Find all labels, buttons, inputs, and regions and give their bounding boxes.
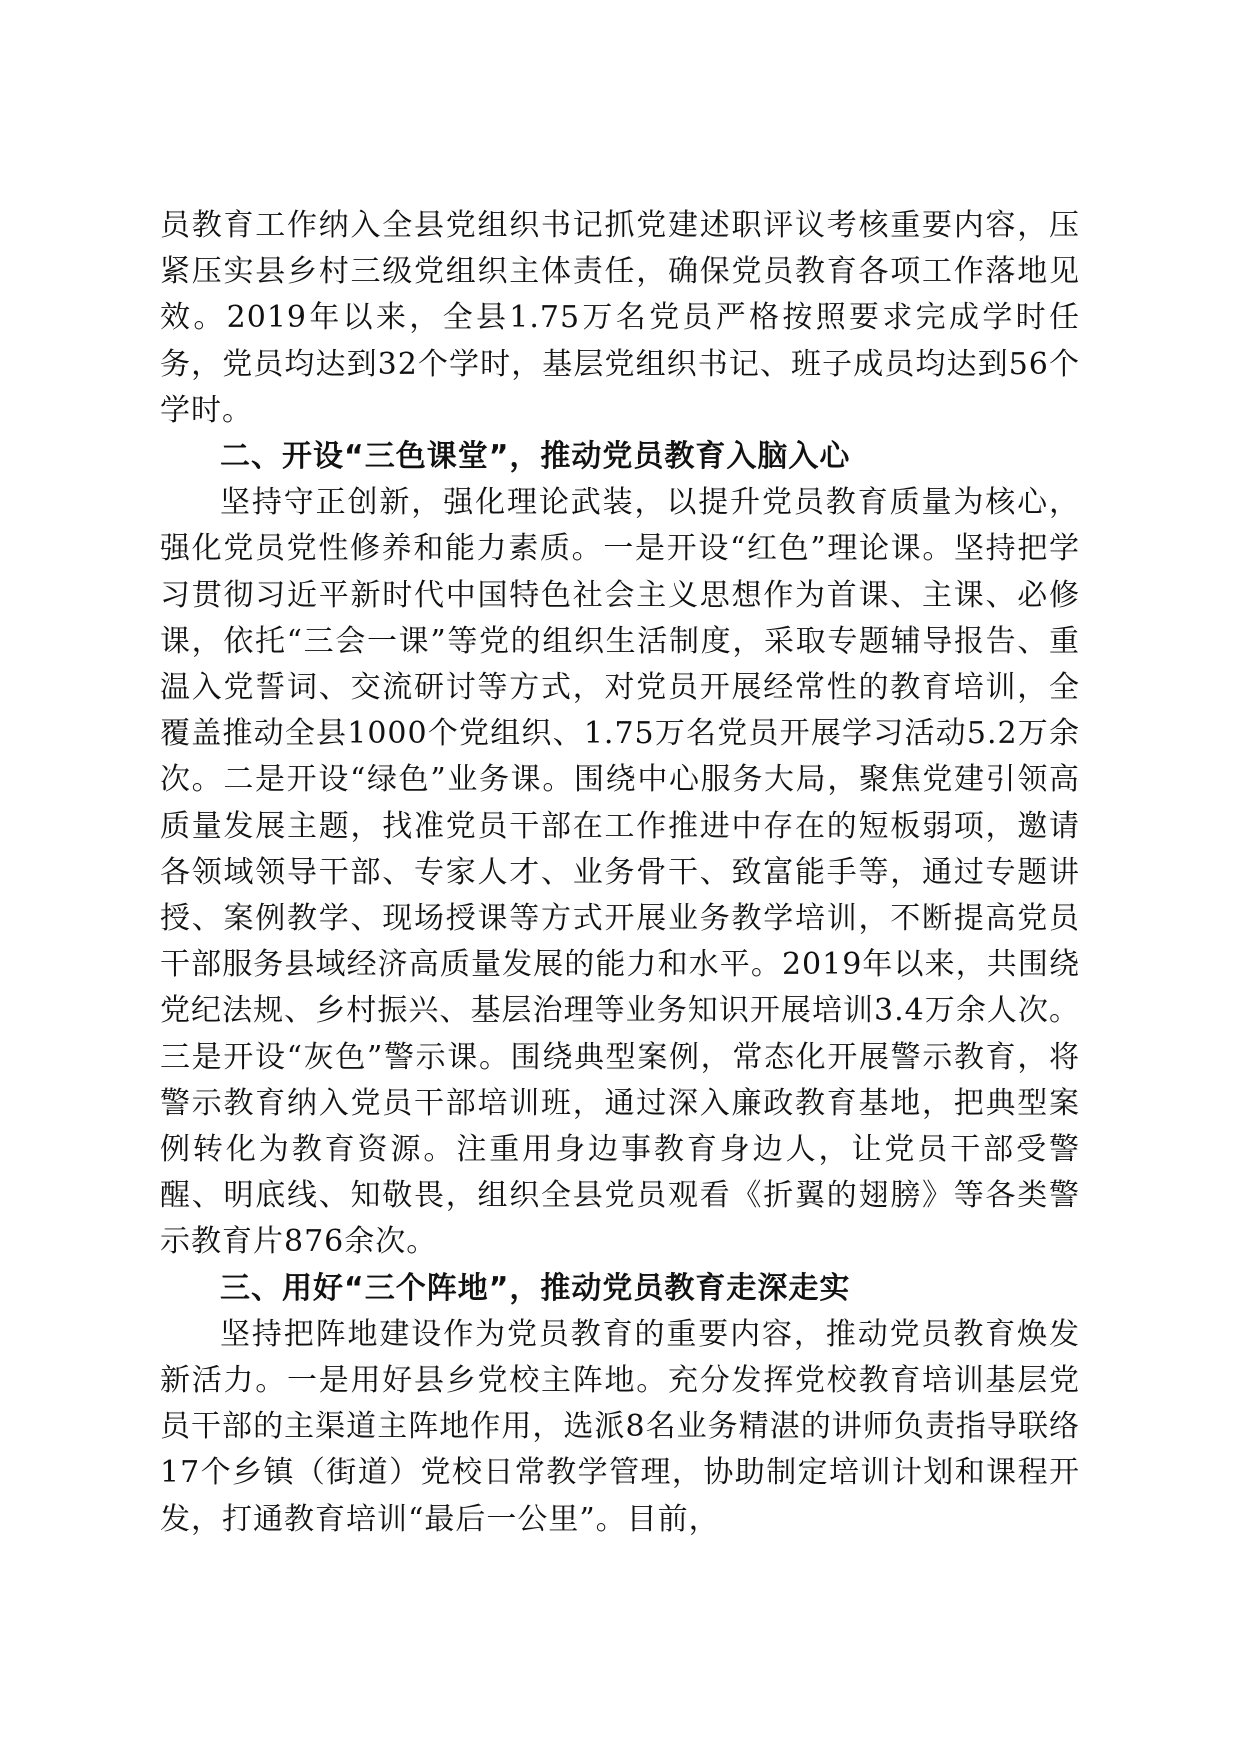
section-heading-two: 二、开设“三色课堂”，推动党员教育入脑入心 [220,439,851,475]
paragraph-three-color-classroom: 坚持守正创新，强化理论武装，以提升党员教育质量为核心，强化党员党性修养和能力素质。一是开设“红色”理论课。坚持把学习贯彻习近平新时代中国特色社会主义思想作为首课、主课、必修课，依托“三会一课”等党的组织生活制度，采取专题辅导报告、重温入党誓词、交流研讨等方式，对党员开展经常性的教育培训，全覆盖推动全县1000个党组织、1.75万名党员开展学习活动5.2万余次。二是开设“绿色”业务课。围绕中心服务大局，聚焦党建引领高质量发展主题，找准党员干部在工作推进中存在的短板弱项，邀请各领域领导干部、专家人才、业务骨干、致富能手等，通过专题讲授、案例教学、现场授课等方式开展业务教学培训，不断提高党员干部服务县域经济高质量发展的能力和水平。2019年以来，共围绕党纪法规、乡村振兴、基层治理等业务知识开展培训3.4万余人次。三是开设“灰色”警示课。围绕典型案例，常态化开展警示教育，将警示教育纳入党员干部培训班，通过深入廉政教育基地，把典型案例转化为教育资源。注重用身边事教育身边人，让党员干部受警醒、明底线、知敬畏，组织全县党员观看《折翼的翅膀》等各类警示教育片876余次。 [160,485,1080,1260]
paragraph-continuation: 员教育工作纳入全县党组织书记抓党建述职评议考核重要内容，压紧压实县乡村三级党组织主体责任，确保党员教育各项工作落地见效。2019年以来，全县1.75万名党员严格按照要求完成学时任务，党员均达到32个学时，基层党组织书记、班子成员均达到56个学时。 [160,208,1080,428]
section-heading-three: 三、用好“三个阵地”，推动党员教育走深走实 [220,1270,851,1306]
document-page [160,203,1080,1543]
paragraph-three-positions: 坚持把阵地建设作为党员教育的重要内容，推动党员教育焕发新活力。一是用好县乡党校主阵地。充分发挥党校教育培训基层党员干部的主渠道主阵地作用，选派8名业务精湛的讲师负责指导联络17个乡镇（街道）党校日常教学管理，协助制定培训计划和课程开发，打通教育培训“最后一公里”。目前， [160,1316,1080,1537]
